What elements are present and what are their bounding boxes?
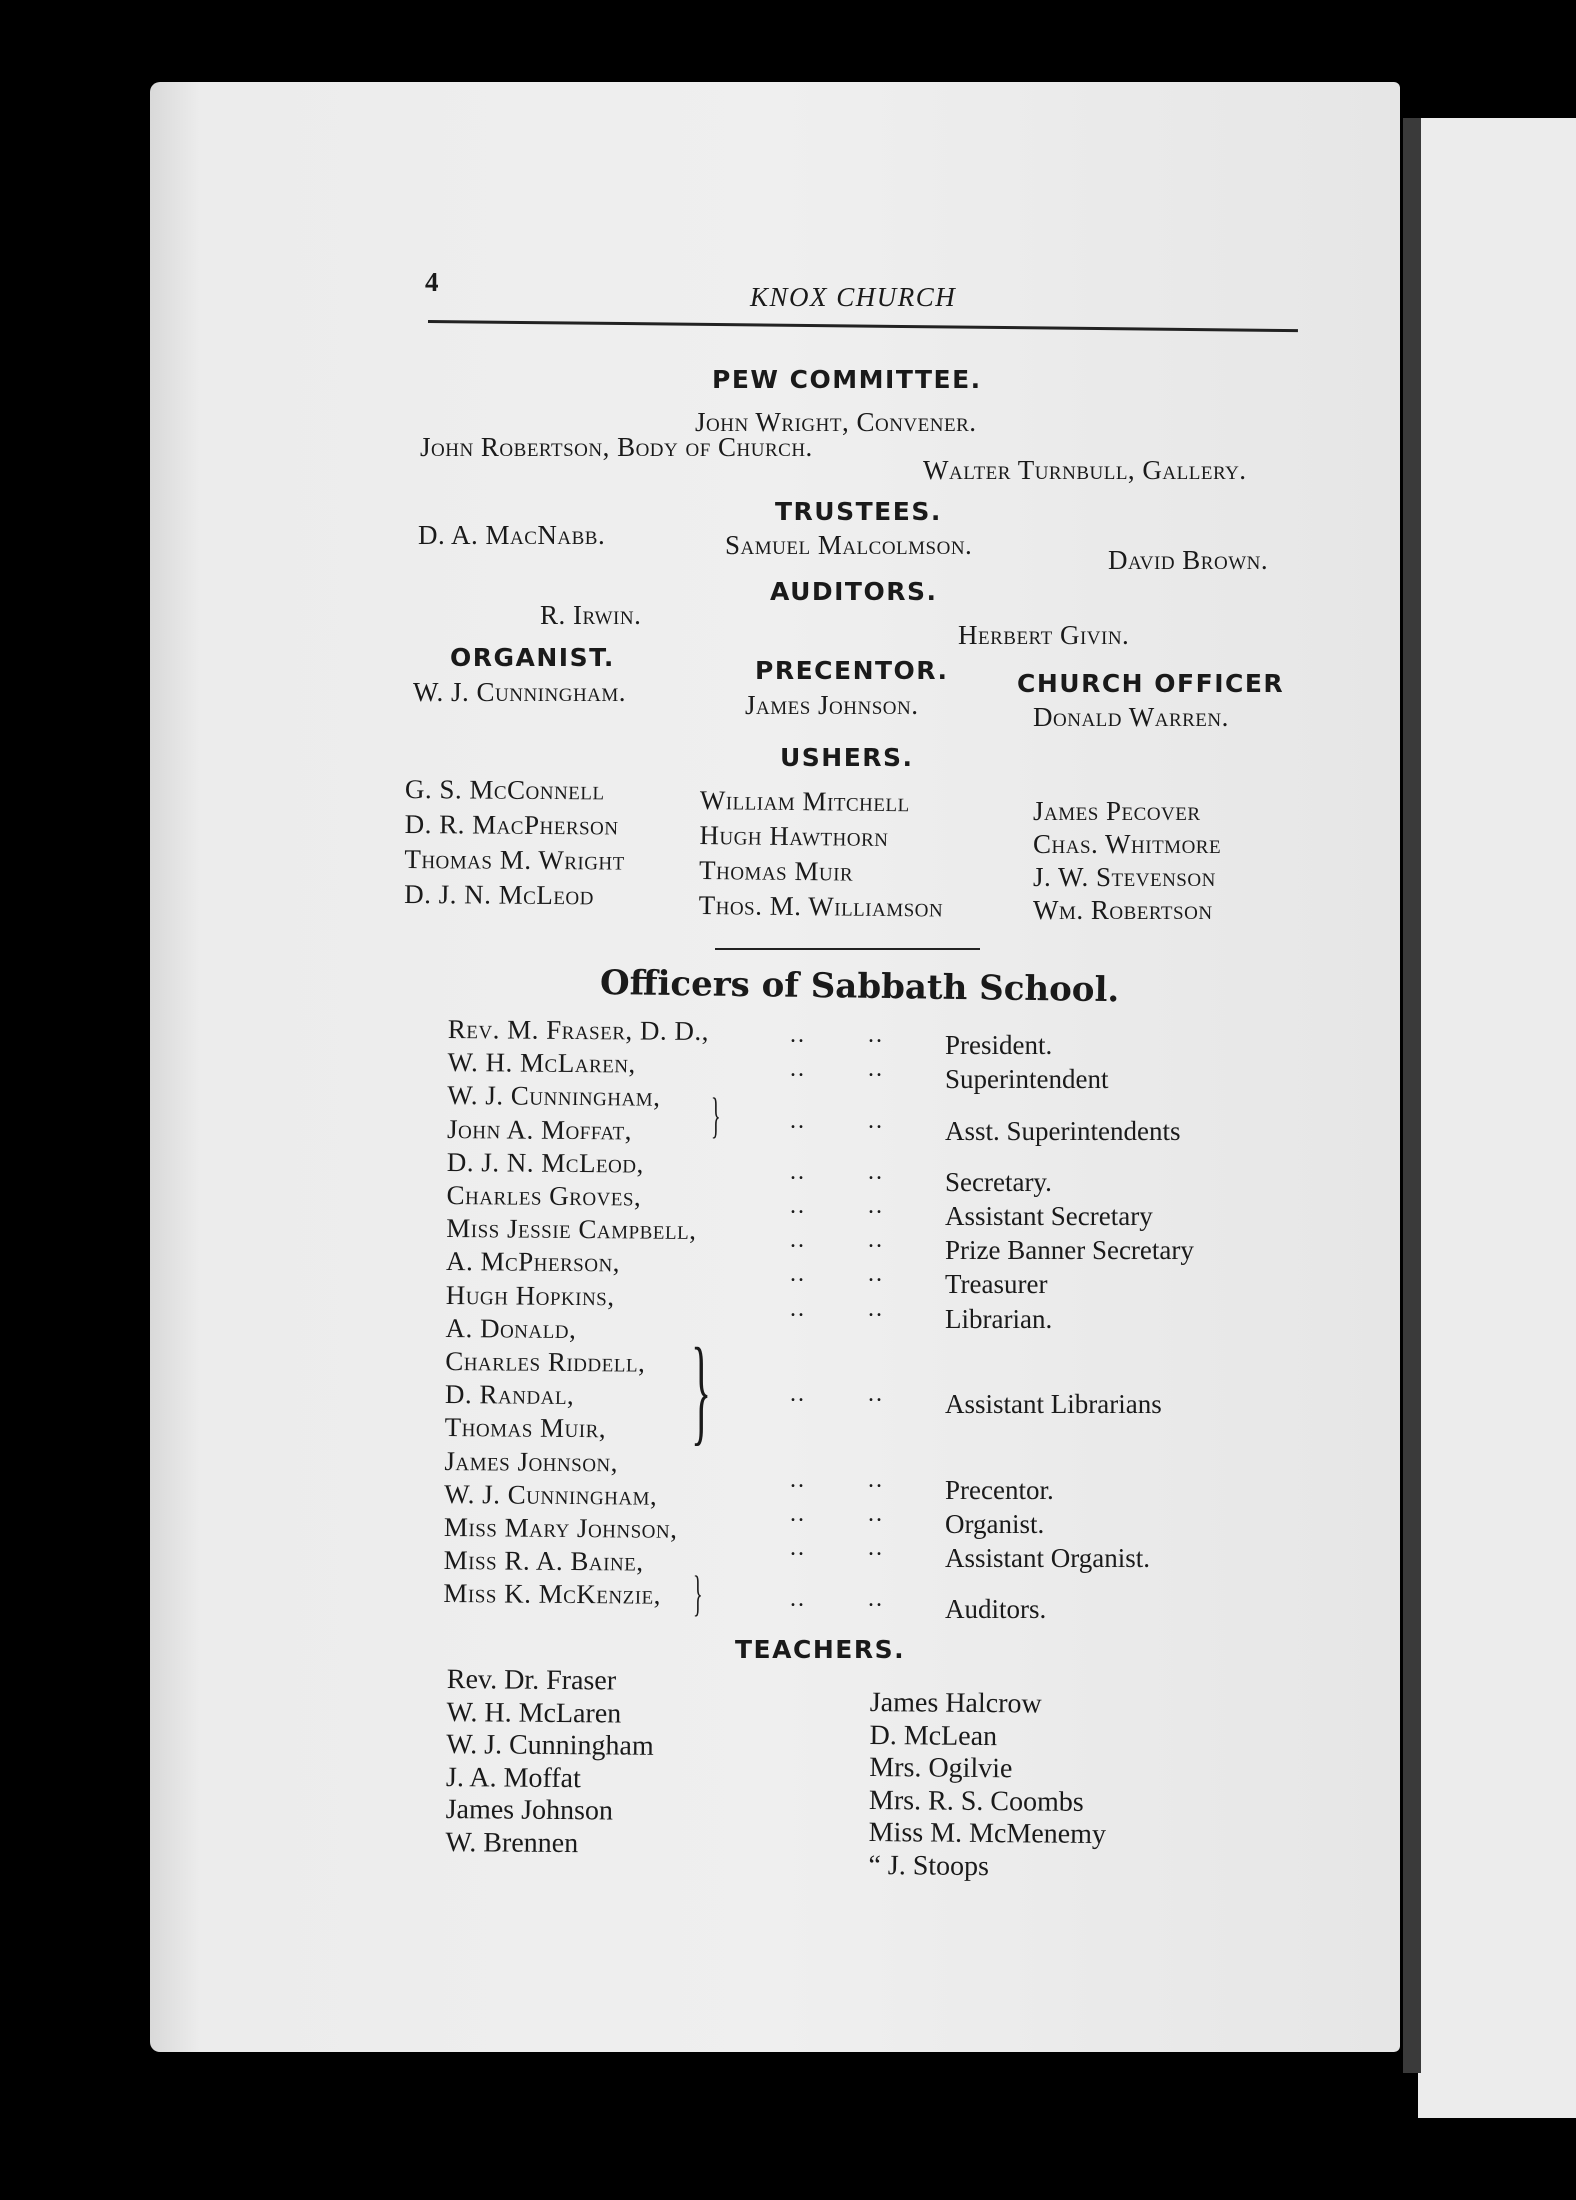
facing-page	[1418, 118, 1576, 2118]
trustee-name: Samuel Malcolmson.	[725, 530, 973, 560]
church-officer-heading: CHURCH OFFICER	[1017, 669, 1285, 698]
teacher-name: Mrs. Ogilvie	[869, 1751, 1013, 1785]
dot-leader: ..	[790, 1586, 806, 1613]
usher-name: Thomas M. Wright	[404, 843, 625, 876]
sabbath-school-heading: Officers of Sabbath School.	[599, 963, 1120, 1011]
dot-leader: ..	[790, 1158, 806, 1185]
running-title: KNOX CHURCH	[750, 282, 957, 312]
dot-leader: ..	[868, 1535, 884, 1561]
teacher-name: “ J. Stoops	[868, 1849, 990, 1882]
dot-leader: ..	[790, 1193, 806, 1219]
teachers-right-column	[868, 1687, 1107, 1884]
usher-name: G. S. McConnell	[404, 773, 605, 806]
usher-name: Hugh Hawthorn	[699, 819, 889, 852]
teacher-name: Miss M. McMenemy	[868, 1816, 1107, 1851]
officer-name: D. Randal,	[444, 1379, 575, 1411]
officer-name: Miss Jessie Campbell,	[446, 1213, 697, 1246]
dot-leader: ..	[790, 1535, 806, 1561]
pew-gallery: Walter Turnbull, Gallery.	[923, 455, 1247, 485]
teachers-left-column	[445, 1664, 654, 1861]
dot-leader: ..	[790, 1227, 806, 1254]
ushers-column-2	[699, 783, 945, 926]
officer-role: Precentor.	[945, 1474, 1054, 1505]
officer-role: President.	[945, 1030, 1053, 1060]
precentor-heading: PRECENTOR.	[755, 656, 949, 685]
teacher-name: Mrs. R. S. Coombs	[868, 1784, 1084, 1818]
usher-name: James Pecover	[1033, 796, 1201, 826]
officer-name: Thomas Muir,	[444, 1412, 607, 1444]
dot-leader: ..	[868, 1193, 884, 1219]
officer-name: W. J. Cunningham,	[447, 1080, 661, 1113]
officer-role: Librarian.	[945, 1303, 1053, 1334]
organist-name: W. J. Cunningham.	[413, 677, 627, 707]
dot-leader: ..	[790, 1056, 806, 1083]
book-spine	[1403, 118, 1421, 2073]
dot-leader: ..	[790, 1295, 806, 1322]
auditor-name: Herbert Givin.	[958, 620, 1130, 650]
trustee-name: David Brown.	[1108, 545, 1269, 575]
officer-name: Charles Groves,	[446, 1180, 642, 1212]
auditor-name: R. Irwin.	[540, 600, 642, 630]
dot-leader: ..	[868, 1158, 884, 1185]
officer-name: Miss Mary Johnson,	[443, 1512, 678, 1544]
organist-heading: ORGANIST.	[450, 643, 615, 672]
officer-name: John A. Moffat,	[446, 1113, 633, 1146]
sabbath-officers-names	[443, 1013, 712, 1613]
ushers-column-3	[1033, 795, 1221, 927]
dot-leader: ..	[790, 1022, 806, 1048]
section-divider	[715, 948, 980, 950]
officer-name: Miss R. A. Baine,	[443, 1545, 644, 1577]
officer-name: Hugh Hopkins,	[445, 1279, 615, 1311]
usher-name: J. W. Stevenson	[1033, 862, 1216, 892]
officer-role: Organist.	[945, 1508, 1045, 1539]
dot-leader: ..	[790, 1466, 806, 1493]
page-number: 4	[425, 267, 439, 297]
pew-convener: John Wright, Convener.	[695, 407, 977, 437]
dot-leader: ..	[790, 1381, 806, 1408]
officer-name: James Johnson,	[444, 1445, 619, 1477]
dot-leader: ..	[868, 1056, 884, 1083]
dot-leader: ..	[868, 1107, 884, 1134]
officer-name: Rev. M. Fraser, D. D.,	[447, 1013, 710, 1047]
church-officer-name: Donald Warren.	[1033, 702, 1229, 732]
officer-name: D. J. N. McLeod,	[446, 1146, 644, 1179]
dot-leader: ..	[868, 1500, 884, 1527]
dot-leader: ..	[868, 1381, 884, 1408]
usher-name: D. J. N. McLeod	[404, 878, 594, 911]
teacher-name: James Halcrow	[869, 1687, 1042, 1720]
usher-name: William Mitchell	[699, 784, 910, 818]
usher-name: Wm. Robertson	[1033, 895, 1213, 925]
teacher-name: Rev. Dr. Fraser	[446, 1664, 617, 1697]
usher-name: Chas. Whitmore	[1033, 829, 1222, 859]
officer-name: A. McPherson,	[445, 1246, 621, 1278]
brace: }	[693, 1565, 703, 1621]
brace: }	[711, 1087, 721, 1143]
usher-name: Thomas Muir	[698, 854, 854, 887]
ushers-column-1	[404, 772, 625, 914]
officer-role: Superintendent	[945, 1064, 1109, 1095]
dot-leader: ..	[868, 1466, 884, 1493]
dot-leader: ..	[868, 1261, 884, 1288]
officer-name: Miss K. McKenzie,	[443, 1578, 662, 1611]
teacher-name: J. A. Moffat	[445, 1761, 581, 1794]
dot-leader: ..	[790, 1261, 806, 1288]
officer-role: Prize Banner Secretary	[945, 1235, 1194, 1266]
officer-role: Treasurer	[945, 1269, 1048, 1300]
teacher-name: D. McLean	[869, 1719, 998, 1752]
dot-leader: ..	[868, 1022, 884, 1048]
brace: }	[691, 1323, 712, 1456]
auditors-heading: AUDITORS.	[770, 577, 938, 606]
trustees-heading: TRUSTEES.	[775, 497, 942, 526]
dot-leader: ..	[790, 1107, 806, 1134]
dot-leader: ..	[868, 1586, 884, 1613]
officer-name: W. J. Cunningham,	[444, 1478, 658, 1511]
teacher-name: W. H. McLaren	[446, 1696, 622, 1730]
officer-role: Assistant Librarians	[945, 1389, 1162, 1420]
officer-role: Asst. Superintendents	[945, 1115, 1181, 1146]
dot-leader: ..	[868, 1295, 884, 1322]
trustee-name: D. A. MacNabb.	[418, 520, 606, 550]
dot-leader: ..	[868, 1227, 884, 1254]
officer-role: Assistant Secretary	[945, 1201, 1153, 1231]
precentor-name: James Johnson.	[745, 690, 919, 720]
officer-name: Charles Riddell,	[445, 1346, 646, 1378]
pew-committee-heading: PEW COMMITTEE.	[712, 365, 982, 394]
dot-leader: ..	[790, 1500, 806, 1527]
teacher-name: W. J. Cunningham	[446, 1728, 654, 1762]
officer-role: Secretary.	[945, 1166, 1052, 1197]
officer-role: Assistant Organist.	[945, 1543, 1151, 1573]
usher-name: Thos. M. Williamson	[698, 889, 944, 923]
officer-role: Auditors.	[945, 1594, 1047, 1625]
pew-body-of-church: John Robertson, Body of Church.	[420, 432, 813, 462]
teacher-name: James Johnson	[445, 1793, 614, 1827]
teacher-name: W. Brennen	[445, 1826, 579, 1859]
teachers-heading: TEACHERS.	[735, 1635, 906, 1664]
officer-name: A. Donald,	[445, 1312, 577, 1344]
usher-name: D. R. MacPherson	[404, 808, 619, 841]
officer-name: W. H. McLaren,	[447, 1047, 636, 1079]
ushers-heading: USHERS.	[780, 743, 914, 772]
